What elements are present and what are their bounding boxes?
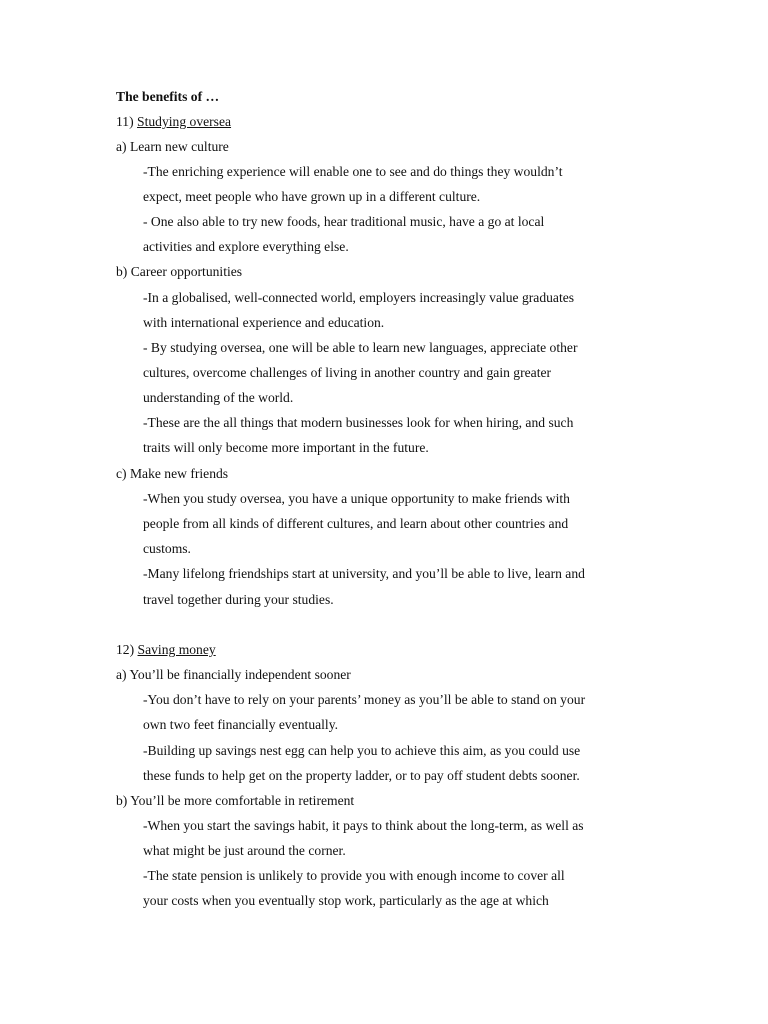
subheading-career-opportunities: b) Career opportunities [116,264,243,279]
paragraph-line: activities and explore everything else. [143,239,349,254]
paragraph-line: travel together during your studies. [143,592,334,607]
section-heading-text: Studying oversea [137,114,232,129]
paragraph-line: what might be just around the corner. [143,843,346,858]
paragraph-line: -Building up savings nest egg can help you to achieve this aim, as you could use [143,743,581,758]
subheading-comfortable-retirement: b) You’ll be more comfortable in retirement [116,793,355,808]
paragraph-line: -In a globalised, well-connected world, employers increasingly value graduates [143,290,575,305]
paragraph-line: -You don’t have to rely on your parents’ money as you’ll be able to stand on your [143,692,586,707]
section-number: 11) [116,114,134,129]
paragraph-line: traits will only become more important in the future. [143,440,429,455]
section-heading-saving-money [116,641,216,659]
document-title: The benefits of … [116,89,220,104]
section-heading-studying-oversea [116,113,231,131]
paragraph-line: these funds to help get on the property ladder, or to pay off student debts sooner. [143,768,580,783]
paragraph-line: -The state pension is unlikely to provide you with enough income to cover all [143,868,565,883]
paragraph-line: -When you start the savings habit, it pays to think about the long-term, as well as [143,818,584,833]
paragraph-line: -Many lifelong friendships start at university, and you’ll be able to live, learn and [143,566,585,581]
subheading-learn-new-culture: a) Learn new culture [116,139,229,154]
paragraph-line: -When you study oversea, you have a unique opportunity to make friends with [143,491,570,506]
section-number: 12) [116,642,135,657]
paragraph-line: - By studying oversea, one will be able to learn new languages, appreciate other [143,340,578,355]
paragraph-line: with international experience and education. [143,315,385,330]
paragraph-line: expect, meet people who have grown up in a different culture. [143,189,481,204]
paragraph-line: understanding of the world. [143,390,294,405]
paragraph-line: customs. [143,541,191,556]
paragraph-line: -The enriching experience will enable one to see and do things they wouldn’t [143,164,563,179]
subheading-make-new-friends: c) Make new friends [116,466,229,481]
section-heading-text: Saving money [137,642,216,657]
paragraph-line: people from all kinds of different cultures, and learn about other countries and [143,516,569,531]
paragraph-line: your costs when you eventually stop work, particularly as the age at which [143,893,549,908]
paragraph-line: own two feet financially eventually. [143,717,339,732]
paragraph-line: cultures, overcome challenges of living in another country and gain greater [143,365,552,380]
paragraph-line: -These are the all things that modern businesses look for when hiring, and such [143,415,574,430]
subheading-financially-independent: a) You’ll be financially independent sooner [116,667,351,682]
paragraph-line: - One also able to try new foods, hear traditional music, have a go at local [143,214,545,229]
